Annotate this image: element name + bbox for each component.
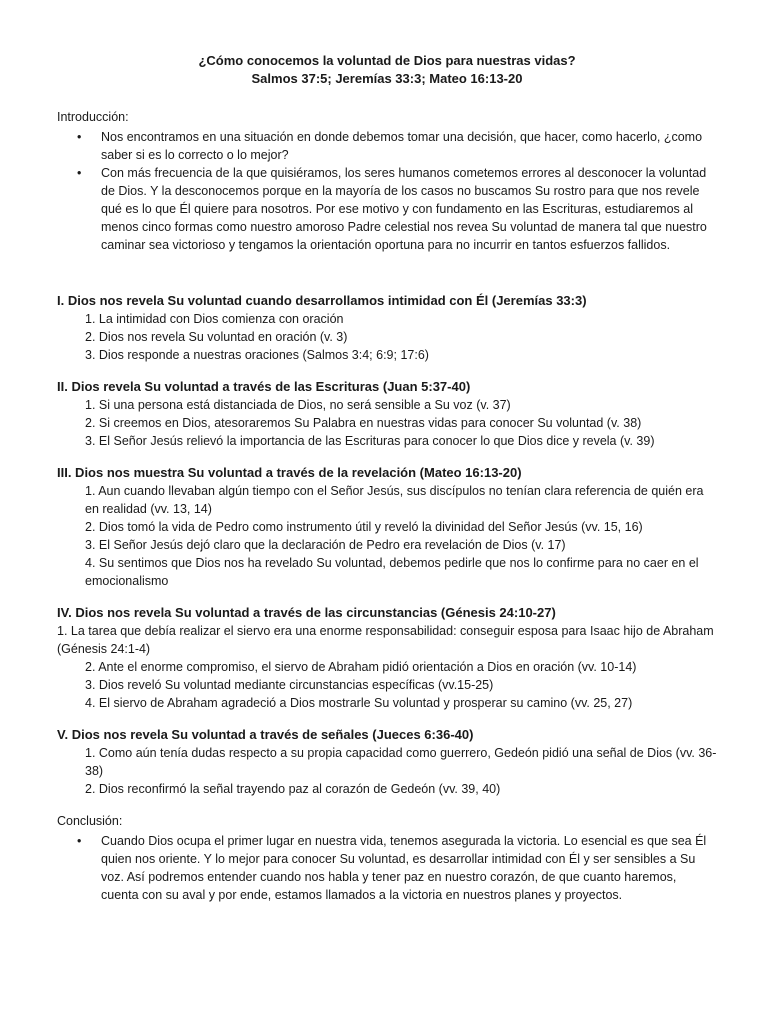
section-items xyxy=(57,310,717,364)
section-title: IV. Dios nos revela Su voluntad a través de las circunstancias (Génesis 24:10-27) xyxy=(57,605,556,620)
list-item: 2. Si creemos en Dios, atesoraremos Su Palabra en nuestras vidas para conocer Su voluntad (v. 38) xyxy=(85,416,642,430)
document-title: ¿Cómo conocemos la voluntad de Dios para nuestras vidas? xyxy=(198,53,576,68)
list-item: 1. Aun cuando llevaban algún tiempo con el Señor Jesús, sus discípulos no tenían clara referencia de quién era en realidad (vv. 13, 14) xyxy=(85,484,704,516)
list-item: 2. Dios nos revela Su voluntad en oración (v. 3) xyxy=(85,330,348,344)
list-item: 1. La tarea que debía realizar el siervo era una enorme responsabilidad: conseguir esposa para Isaac hijo de Abraham (Génesis 24:1-4) xyxy=(57,624,714,656)
document-subtitle: Salmos 37:5; Jeremías 33:3; Mateo 16:13-20 xyxy=(251,71,523,86)
bullet-icon: • xyxy=(77,130,82,144)
list-item: 4. Su sentimos que Dios nos ha revelado Su voluntad, debemos pedirle que nos lo confirme para no caer en el emocionalismo xyxy=(85,556,699,588)
list-item: 1. La intimidad con Dios comienza con oración xyxy=(85,312,344,326)
list-item: 1. Como aún tenía dudas respecto a su propia capacidad como guerrero, Gedeón pidió una señal de Dios (vv. 36-38) xyxy=(85,746,717,778)
bullet-icon: • xyxy=(77,166,82,180)
section-title: II. Dios revela Su voluntad a través de las Escrituras (Juan 5:37-40) xyxy=(57,379,471,394)
section-5 xyxy=(57,726,717,798)
list-item: 3. El Señor Jesús relievó la importancia de las Escrituras para conocer lo que Dios dice y revela (v. 39) xyxy=(85,434,655,448)
document-page xyxy=(57,52,717,904)
list-item: 2. Dios reconfirmó la señal trayendo paz al corazón de Gedeón (vv. 39, 40) xyxy=(85,782,501,796)
bullet-text: Cuando Dios ocupa el primer lugar en nuestra vida, tenemos asegurada la victoria. Lo esencial es que sea Él quien nos oriente. Y lo mejor para conocer Su voluntad, es desarrollar intimidad con Él y ser sensibles a Su voz. Así podremos entender cuando nos habla y tener paz en nuestro corazón, de que cuanto haremos, cuenta con su aval y por ende, estamos llamados a la victoria en nuestros planes y proyectos. xyxy=(101,834,707,902)
section-title: III. Dios nos muestra Su voluntad a través de la revelación (Mateo 16:13-20) xyxy=(57,465,522,480)
section-3 xyxy=(57,464,717,590)
section-items xyxy=(57,622,717,712)
list-item: 2. Dios tomó la vida de Pedro como instrumento útil y reveló la divinidad del Señor Jesús (vv. 15, 16) xyxy=(85,520,643,534)
section-items xyxy=(57,482,717,590)
introduction-bullets xyxy=(57,128,717,254)
list-item: 4. El siervo de Abraham agradeció a Dios mostrarle Su voluntad y prosperar su camino (vv. 25, 27) xyxy=(85,696,633,710)
conclusion-bullets xyxy=(57,832,717,904)
section-items xyxy=(57,396,717,450)
introduction-bullet xyxy=(57,128,717,164)
bullet-text: Nos encontramos en una situación en donde debemos tomar una decisión, que hacer, como hacerlo, ¿como saber si es lo correcto o lo mejor? xyxy=(101,130,703,162)
conclusion-label: Conclusión: xyxy=(57,814,123,828)
conclusion-bullet xyxy=(57,832,717,904)
introduction-label: Introducción: xyxy=(57,110,129,124)
list-item: 2. Ante el enorme compromiso, el siervo de Abraham pidió orientación a Dios en oración (vv. 10-14) xyxy=(85,660,637,674)
section-items xyxy=(57,744,717,798)
section-2 xyxy=(57,378,717,450)
list-item: 3. Dios responde a nuestras oraciones (Salmos 3:4; 6:9; 17:6) xyxy=(85,348,429,362)
introduction-bullet xyxy=(57,164,717,254)
bullet-icon: • xyxy=(77,834,82,848)
list-item: 3. Dios reveló Su voluntad mediante circunstancias específicas (vv.15-25) xyxy=(85,678,494,692)
section-4 xyxy=(57,604,717,712)
list-item: 3. El Señor Jesús dejó claro que la declaración de Pedro era revelación de Dios (v. 17) xyxy=(85,538,566,552)
section-title: V. Dios nos revela Su voluntad a través de señales (Jueces 6:36-40) xyxy=(57,727,474,742)
list-item: 1. Si una persona está distanciada de Dios, no será sensible a Su voz (v. 37) xyxy=(85,398,511,412)
bullet-text: Con más frecuencia de la que quisiéramos, los seres humanos cometemos errores al desconocer la voluntad de Dios. Y la desconocemos porque en la mayoría de los casos no buscamos Su rostro para que nos revele qué es lo que Él quiere para nosotros. Por ese motivo y con fundamento en las Escrituras, estudiaremos al menos cinco formas como nuestro amoroso Padre celestial nos revea Su voluntad de manera tal que nuestro caminar sea victorioso y tengamos la orientación oportuna para no incurrir en tantos esfuerzos fallidos. xyxy=(101,166,707,252)
section-1 xyxy=(57,292,717,364)
section-title: I. Dios nos revela Su voluntad cuando desarrollamos intimidad con Él (Jeremías 33:3) xyxy=(57,293,587,308)
